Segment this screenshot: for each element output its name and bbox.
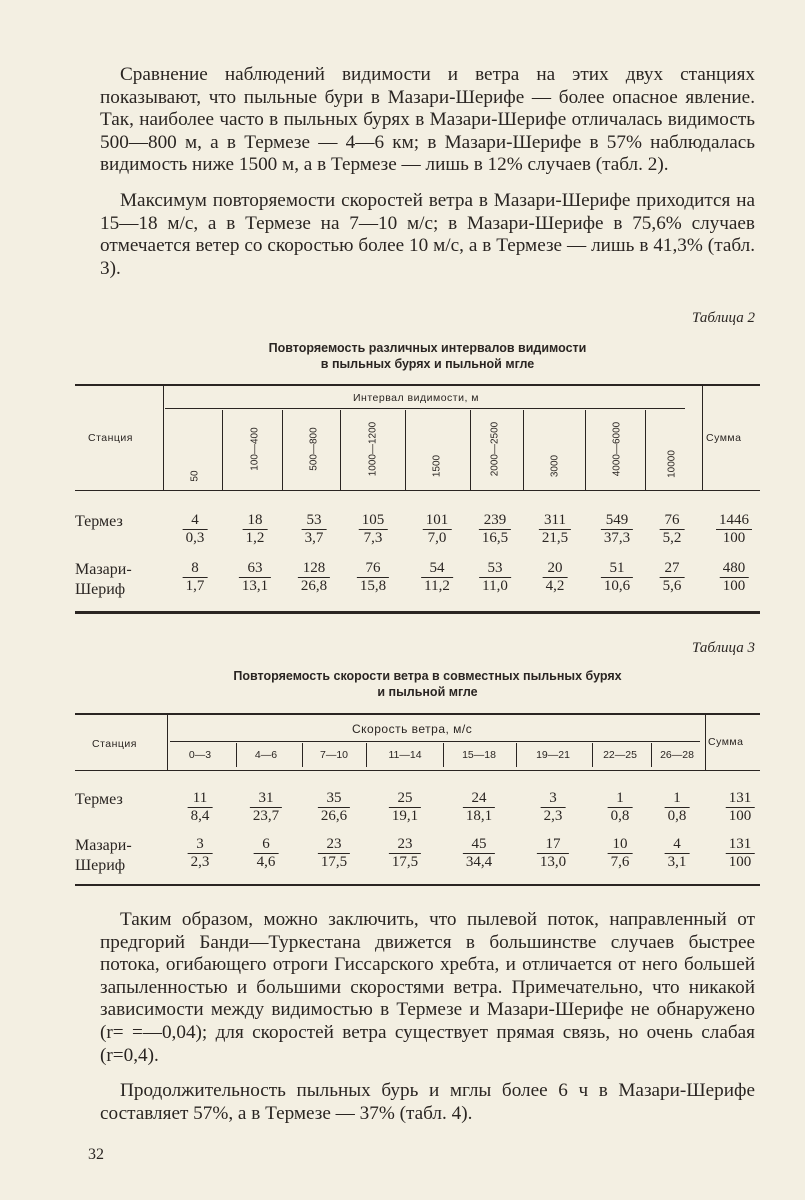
cell-percent: 17,5: [320, 854, 348, 870]
data-cell: [188, 790, 213, 825]
cell-count: 480: [720, 560, 749, 578]
cell-count: 25: [389, 790, 421, 808]
cell-percent: 13,1: [241, 578, 269, 594]
data-cell: [660, 512, 685, 547]
data-cell: [357, 560, 389, 595]
data-cell: [298, 560, 330, 595]
cell-count: 11: [188, 790, 213, 808]
column-header: 19—21: [536, 749, 570, 761]
cell-percent: 100: [728, 854, 752, 870]
data-cell: [389, 790, 421, 825]
column-separator: [366, 743, 367, 767]
cell-percent: 10,6: [603, 578, 631, 594]
table3-label: Таблица 3: [692, 640, 755, 656]
cell-count: 76: [660, 512, 685, 530]
cell-count: 131: [726, 836, 755, 854]
cell-count: 54: [421, 560, 453, 578]
table3-station-header: Станция: [92, 738, 137, 750]
data-cell: [601, 560, 633, 595]
cell-percent: 26,8: [300, 578, 328, 594]
data-cell: [423, 512, 452, 547]
cell-percent: 3,1: [667, 854, 687, 870]
cell-percent: 23,7: [252, 808, 280, 824]
column-separator: [282, 410, 283, 490]
table3-sum-header: Сумма: [708, 736, 744, 748]
table2-sum-header: Сумма: [706, 432, 742, 444]
column-header: 7—10: [319, 749, 349, 761]
column-separator: [443, 743, 444, 767]
cell-percent: 8,4: [190, 808, 210, 824]
table2-station-header: Станция: [88, 432, 133, 444]
cell-count: 239: [479, 512, 511, 530]
cell-percent: 13,0: [539, 854, 567, 870]
cell-count: 27: [660, 560, 685, 578]
cell-percent: 1,7: [185, 578, 205, 594]
data-cell: [608, 836, 633, 871]
column-header: 1500: [431, 454, 443, 478]
column-separator: [651, 743, 652, 767]
data-cell: [479, 560, 511, 595]
intro-paragraph-1: Сравнение наблюдений видимости и ветра на этих двух станциях показывают, что пыльные бури в Мазари-Шерифе — более опасное явление. Так, наиболее часто в пыльных бурях в Мазари-Шерифе отличалась видимость 500—800 м, а в Термезе — 4—6 км; в Мазари-Шерифе в 57% наблюдалась видимость ниже 1500 м, а в Термезе — лишь в 12% случаев (табл. 2).: [100, 64, 755, 176]
data-cell: [359, 512, 388, 547]
cell-percent: 2,3: [543, 808, 563, 824]
cell-percent: 7,0: [427, 530, 447, 546]
cell-count: 311: [539, 512, 571, 530]
cell-percent: 3,7: [304, 530, 324, 546]
cell-percent: 26,6: [320, 808, 348, 824]
cell-count: 63: [239, 560, 271, 578]
page-number: 32: [88, 1146, 104, 1163]
data-cell: [463, 836, 495, 871]
cell-count: 23: [389, 836, 421, 854]
data-cell: [665, 836, 690, 871]
cell-percent: 1,2: [245, 530, 265, 546]
cell-count: 20: [543, 560, 568, 578]
table3-title: Повторяемость скорости ветра в совместных пыльных бурях и пыльной мгле: [233, 669, 622, 699]
data-cell: [660, 560, 685, 595]
column-header: 3000: [549, 454, 561, 478]
cell-percent: 7,3: [363, 530, 383, 546]
cell-count: 17: [537, 836, 569, 854]
cell-percent: 100: [722, 578, 746, 594]
column-header: 2000—2500: [489, 421, 501, 477]
station-name-line: Шериф: [75, 581, 126, 598]
sum-cell: [720, 560, 749, 595]
table2-group-header: Интервал видимости, м: [353, 392, 480, 404]
column-header: 50: [189, 470, 201, 482]
sum-cell: [716, 512, 752, 547]
cell-percent: 100: [728, 808, 752, 824]
column-header: 10000: [666, 450, 678, 478]
cell-count: 6: [254, 836, 279, 854]
cell-percent: 16,5: [481, 530, 509, 546]
station-name: [75, 836, 132, 876]
data-cell: [239, 560, 271, 595]
cell-percent: 11,2: [424, 578, 450, 594]
cell-count: 23: [318, 836, 350, 854]
station-name: [75, 512, 123, 532]
data-cell: [254, 836, 279, 871]
column-separator: [236, 743, 237, 767]
column-header: 1000—1200: [367, 421, 379, 477]
column-header: 15—18: [462, 749, 496, 761]
outro-paragraph-2: Продолжительность пыльных бурь и мглы более 6 ч в Мазари-Шерифе составляет 57%, а в Термезе — 37% (табл. 4).: [100, 1080, 755, 1124]
cell-percent: 7,6: [610, 854, 630, 870]
data-cell: [463, 790, 495, 825]
cell-percent: 37,3: [603, 530, 631, 546]
cell-count: 4: [183, 512, 208, 530]
cell-count: 1446: [716, 512, 752, 530]
data-cell: [318, 836, 350, 871]
cell-count: 1: [608, 790, 633, 808]
outro-paragraph-1: Таким образом, можно заключить, что пылевой поток, направленный от предгорий Банди—Туркестана движется в большинстве случаев быстрее потока, огибающего отроги Гиссарского хребта, и отличается от него большей запыленностью и большими скоростями ветра. Примечательно, что никакой зависимости между видимостью в Термезе и Мазари-Шерифе не обнаружено (r= =—0,04); для скоростей ветра существует прямая связь, но очень слабая (r=0,4).: [100, 909, 755, 1066]
column-separator: [523, 410, 524, 490]
data-cell: [421, 560, 453, 595]
cell-count: 8: [183, 560, 208, 578]
cell-count: 76: [357, 560, 389, 578]
cell-count: 35: [318, 790, 350, 808]
cell-count: 51: [601, 560, 633, 578]
data-cell: [389, 836, 421, 871]
cell-count: 31: [250, 790, 282, 808]
cell-percent: 0,8: [667, 808, 687, 824]
data-cell: [188, 836, 213, 871]
station-name-line: Термез: [75, 791, 123, 808]
data-cell: [543, 560, 568, 595]
cell-percent: 5,6: [662, 578, 682, 594]
sum-cell: [726, 790, 755, 825]
station-name-line: Мазари-: [75, 561, 132, 578]
column-separator: [645, 410, 646, 490]
column-separator: [222, 410, 223, 490]
cell-percent: 11,0: [482, 578, 508, 594]
table2-title: Повторяемость различных интервалов видимости в пыльных бурях и пыльной мгле: [268, 341, 587, 371]
data-cell: [479, 512, 511, 547]
data-cell: [539, 512, 571, 547]
station-name: [75, 560, 132, 600]
cell-percent: 5,2: [662, 530, 682, 546]
cell-count: 128: [298, 560, 330, 578]
column-header: 22—25: [603, 749, 637, 761]
column-header: 4000—6000: [611, 421, 623, 477]
data-cell: [243, 512, 268, 547]
column-header: 26—28: [660, 749, 694, 761]
cell-count: 53: [479, 560, 511, 578]
data-cell: [665, 790, 690, 825]
cell-count: 24: [463, 790, 495, 808]
cell-percent: 18,1: [465, 808, 493, 824]
data-cell: [541, 790, 566, 825]
column-separator: [516, 743, 517, 767]
column-header: 11—14: [388, 749, 422, 761]
data-cell: [537, 836, 569, 871]
cell-count: 53: [302, 512, 327, 530]
cell-count: 3: [188, 836, 213, 854]
station-name: [75, 790, 123, 810]
table2-label: Таблица 2: [692, 310, 755, 326]
column-header: 100—400: [249, 427, 261, 471]
column-separator: [470, 410, 471, 490]
cell-count: 1: [665, 790, 690, 808]
data-cell: [318, 790, 350, 825]
cell-count: 10: [608, 836, 633, 854]
column-separator: [585, 410, 586, 490]
cell-count: 549: [601, 512, 633, 530]
cell-percent: 17,5: [391, 854, 419, 870]
cell-percent: 0,3: [185, 530, 205, 546]
cell-count: 18: [243, 512, 268, 530]
cell-percent: 0,8: [610, 808, 630, 824]
data-cell: [601, 512, 633, 547]
cell-percent: 2,3: [190, 854, 210, 870]
cell-count: 3: [541, 790, 566, 808]
cell-count: 105: [359, 512, 388, 530]
cell-percent: 100: [722, 530, 746, 546]
cell-percent: 4,6: [256, 854, 276, 870]
cell-count: 131: [726, 790, 755, 808]
cell-count: 4: [665, 836, 690, 854]
cell-count: 101: [423, 512, 452, 530]
cell-percent: 19,1: [391, 808, 419, 824]
column-separator: [405, 410, 406, 490]
cell-percent: 15,8: [359, 578, 387, 594]
station-name-line: Термез: [75, 513, 123, 530]
cell-count: 45: [463, 836, 495, 854]
table3-group-header: Скорость ветра, м/с: [352, 722, 473, 736]
column-separator: [592, 743, 593, 767]
sum-cell: [726, 836, 755, 871]
cell-percent: 34,4: [465, 854, 493, 870]
data-cell: [183, 560, 208, 595]
column-header: 500—800: [308, 427, 320, 471]
intro-paragraph-2: Максимум повторяемости скоростей ветра в Мазари-Шерифе приходится на 15—18 м/с, а в Термезе на 7—10 м/с; в Мазари-Шерифе в 75,6% случаев отмечается ветер со скоростью более 10 м/с, а в Термезе — лишь в 41,3% (табл. 3).: [100, 190, 755, 279]
data-cell: [183, 512, 208, 547]
data-cell: [250, 790, 282, 825]
cell-percent: 4,2: [545, 578, 565, 594]
station-name-line: Мазари-: [75, 837, 132, 854]
column-separator: [340, 410, 341, 490]
data-cell: [302, 512, 327, 547]
column-header: 0—3: [188, 749, 212, 761]
cell-percent: 21,5: [541, 530, 569, 546]
column-header: 4—6: [254, 749, 278, 761]
column-separator: [302, 743, 303, 767]
data-cell: [608, 790, 633, 825]
station-name-line: Шериф: [75, 857, 126, 874]
